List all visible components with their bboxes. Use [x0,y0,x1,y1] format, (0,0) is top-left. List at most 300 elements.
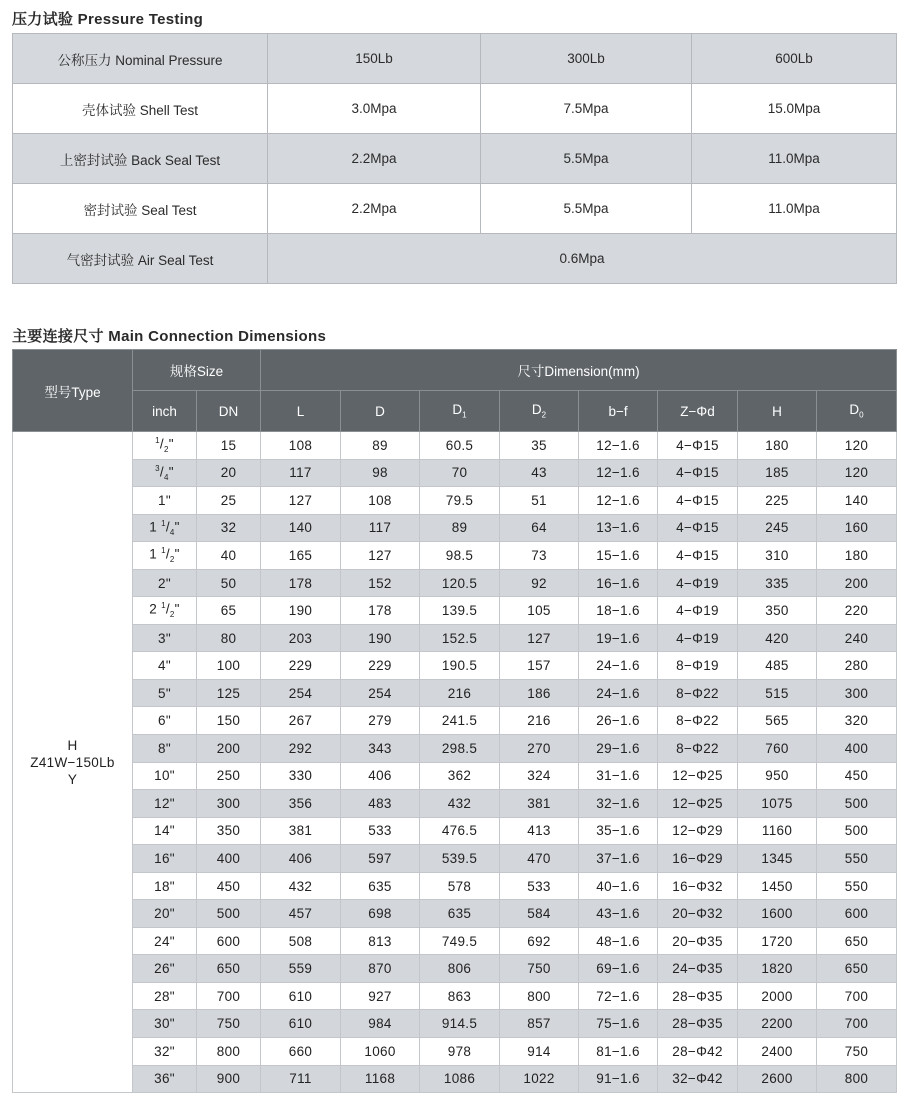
model-type-bottom: Y [67,771,78,787]
size-header: 规格Size [133,350,261,391]
cell-d1: 476.5 [420,817,500,845]
cell-h: 225 [738,487,817,515]
table-row [13,955,897,983]
cell-dn: 650 [197,955,261,983]
cell-h: 420 [738,624,817,652]
cell-inch: 2 $^1/_2$" [133,597,197,625]
table-row [13,679,897,707]
cell-d1: 98.5 [420,542,500,570]
cell-d2: 127 [500,624,579,652]
model-type-middle: Z41W−150Lb [30,754,115,770]
cell-h: 515 [738,679,817,707]
cell-inch: 4" [133,652,197,680]
cell-d: 635 [341,872,420,900]
row-label: 密封试验 Seal Test [13,184,268,234]
cell-d2: 1022 [500,1065,579,1093]
cell-dn: 40 [197,542,261,570]
cell-dn: 50 [197,569,261,597]
cell-d: 254 [341,679,420,707]
cell-inch: 12" [133,790,197,818]
cell-d2: 413 [500,817,579,845]
table-row [13,652,897,680]
cell: 11.0Mpa [692,184,897,234]
cell-d: 108 [341,487,420,515]
cell-l: 660 [261,1038,341,1066]
cell-inch: 24" [133,927,197,955]
shell-test-row [13,84,897,134]
cell-d: 229 [341,652,420,680]
cell-d2: 914 [500,1038,579,1066]
cell-l: 610 [261,1010,341,1038]
cell-d: 1060 [341,1038,420,1066]
d1-header: $D_1$ [420,391,500,432]
cell-zd: 4−Φ19 [658,597,738,625]
cell-l: 127 [261,487,341,515]
cell-bf: 13−1.6 [579,514,658,542]
cell-inch: 30" [133,1010,197,1038]
table-row [13,1010,897,1038]
cell-d: 597 [341,845,420,873]
cell-l: 432 [261,872,341,900]
pressure-testing-table [12,33,897,284]
cell-d: 533 [341,817,420,845]
cell-d: 127 [341,542,420,570]
cell-d2: 64 [500,514,579,542]
cell-h: 1820 [738,955,817,983]
cell-d1: 863 [420,982,500,1010]
cell-d: 190 [341,624,420,652]
cell-h: 565 [738,707,817,735]
cell-d1: 362 [420,762,500,790]
cell-d2: 270 [500,735,579,763]
cell-zd: 8−Φ22 [658,735,738,763]
cell-bf: 16−1.6 [579,569,658,597]
table-row [13,1038,897,1066]
dimensions-title: 主要连接尺寸 Main Connection Dimensions [12,328,327,345]
cell-bf: 35−1.6 [579,817,658,845]
cell-d0: 700 [817,1010,897,1038]
cell-h: 2600 [738,1065,817,1093]
cell-d1: 432 [420,790,500,818]
cell-d0: 800 [817,1065,897,1093]
cell-d0: 240 [817,624,897,652]
cell-zd: 16−Φ29 [658,845,738,873]
table-row [13,542,897,570]
table-row [13,790,897,818]
cell-bf: 43−1.6 [579,900,658,928]
cell-d2: 216 [500,707,579,735]
cell-bf: 24−1.6 [579,652,658,680]
cell-d1: 978 [420,1038,500,1066]
cell-l: 330 [261,762,341,790]
cell-inch: 6" [133,707,197,735]
cell-inch: 1" [133,487,197,515]
cell-l: 457 [261,900,341,928]
cell-d2: 105 [500,597,579,625]
cell-l: 610 [261,982,341,1010]
cell-d0: 220 [817,597,897,625]
cell-inch: 18" [133,872,197,900]
table-row [13,982,897,1010]
dn-header: DN [197,391,261,432]
cell: 2.2Mpa [268,134,481,184]
cell-dn: 300 [197,790,261,818]
cell-dn: 125 [197,679,261,707]
cell-d: 927 [341,982,420,1010]
pressure-header-row [13,34,897,84]
cell-zd: 28−Φ35 [658,1010,738,1038]
cell: 0.6Mpa [268,234,897,284]
cell-l: 508 [261,927,341,955]
table-row [13,845,897,873]
cell-d: 870 [341,955,420,983]
cell-d: 343 [341,735,420,763]
cell-dn: 800 [197,1038,261,1066]
table-row [13,927,897,955]
cell-d0: 140 [817,487,897,515]
model-type-top: H [67,737,78,753]
cell-d1: 70 [420,459,500,487]
cell-dn: 600 [197,927,261,955]
bf-header: b−f [579,391,658,432]
cell-h: 2200 [738,1010,817,1038]
cell-d2: 857 [500,1010,579,1038]
cell-d1: 139.5 [420,597,500,625]
cell-d: 406 [341,762,420,790]
cell-d: 152 [341,569,420,597]
cell: 3.0Mpa [268,84,481,134]
cell-d0: 180 [817,542,897,570]
table-row [13,817,897,845]
cell-l: 190 [261,597,341,625]
cell-d0: 280 [817,652,897,680]
cell-h: 180 [738,432,817,460]
cell-inch: 5" [133,679,197,707]
cell-zd: 24−Φ35 [658,955,738,983]
cell-h: 485 [738,652,817,680]
class-300: 300Lb [481,34,692,84]
cell-inch: 26" [133,955,197,983]
cell-zd: 4−Φ19 [658,569,738,597]
cell-zd: 4−Φ19 [658,624,738,652]
cell-inch: 1 $^1/_4$" [133,514,197,542]
cell-d1: 79.5 [420,487,500,515]
cell-h: 1720 [738,927,817,955]
cell-zd: 4−Φ15 [658,432,738,460]
table-row [13,707,897,735]
cell-zd: 28−Φ35 [658,982,738,1010]
cell-zd: 12−Φ25 [658,790,738,818]
cell-zd: 8−Φ19 [658,652,738,680]
cell-d1: 539.5 [420,845,500,873]
cell-d0: 320 [817,707,897,735]
cell-bf: 12−1.6 [579,487,658,515]
cell-d: 1168 [341,1065,420,1093]
cell-zd: 4−Φ15 [658,542,738,570]
cell-d2: 533 [500,872,579,900]
table-row [13,514,897,542]
cell-l: 267 [261,707,341,735]
cell-d2: 584 [500,900,579,928]
cell-l: 229 [261,652,341,680]
zd-header: Z−Φd [658,391,738,432]
cell-inch: 14" [133,817,197,845]
cell: 2.2Mpa [268,184,481,234]
cell-l: 711 [261,1065,341,1093]
pressure-testing-title: 压力试验 Pressure Testing [12,11,204,28]
cell-d0: 650 [817,927,897,955]
cell-h: 1345 [738,845,817,873]
cell-dn: 80 [197,624,261,652]
cell-zd: 20−Φ32 [658,900,738,928]
class-600: 600Lb [692,34,897,84]
model-type-cell [13,432,133,1093]
cell: 15.0Mpa [692,84,897,134]
cell-bf: 15−1.6 [579,542,658,570]
cell-dn: 100 [197,652,261,680]
cell-bf: 72−1.6 [579,982,658,1010]
back-seal-test-row [13,134,897,184]
cell-bf: 26−1.6 [579,707,658,735]
cell-inch: 16" [133,845,197,873]
cell-d1: 152.5 [420,624,500,652]
cell-d0: 550 [817,872,897,900]
cell-d1: 914.5 [420,1010,500,1038]
cell-zd: 4−Φ15 [658,487,738,515]
class-150: 150Lb [268,34,481,84]
cell-d1: 241.5 [420,707,500,735]
cell-d2: 157 [500,652,579,680]
cell-bf: 91−1.6 [579,1065,658,1093]
cell-bf: 19−1.6 [579,624,658,652]
cell-dn: 350 [197,817,261,845]
cell-l: 165 [261,542,341,570]
cell-inch: 36" [133,1065,197,1093]
cell-zd: 8−Φ22 [658,679,738,707]
cell: 5.5Mpa [481,184,692,234]
cell-d1: 216 [420,679,500,707]
cell-inch: 20" [133,900,197,928]
cell-h: 2400 [738,1038,817,1066]
cell-inch: 2" [133,569,197,597]
cell-l: 559 [261,955,341,983]
h-header: H [738,391,817,432]
cell-h: 950 [738,762,817,790]
cell-d0: 700 [817,982,897,1010]
cell-d2: 800 [500,982,579,1010]
type-header: 型号Type [13,350,133,432]
cell-bf: 12−1.6 [579,432,658,460]
cell-h: 2000 [738,982,817,1010]
cell-zd: 4−Φ15 [658,514,738,542]
cell-l: 356 [261,790,341,818]
cell-h: 350 [738,597,817,625]
cell-d0: 450 [817,762,897,790]
cell-d0: 550 [817,845,897,873]
seal-test-row [13,184,897,234]
row-label: 壳体试验 Shell Test [13,84,268,134]
cell-inch: $^1/_2$" [133,432,197,460]
cell-zd: 28−Φ42 [658,1038,738,1066]
cell-bf: 29−1.6 [579,735,658,763]
cell-d: 698 [341,900,420,928]
cell-inch: 8" [133,735,197,763]
table-row [13,569,897,597]
cell-d0: 600 [817,900,897,928]
cell-d0: 500 [817,817,897,845]
cell-d1: 749.5 [420,927,500,955]
cell-inch: 3" [133,624,197,652]
cell-d: 279 [341,707,420,735]
cell-zd: 20−Φ35 [658,927,738,955]
cell-d: 483 [341,790,420,818]
cell-l: 254 [261,679,341,707]
table-row [13,735,897,763]
cell-d0: 400 [817,735,897,763]
cell-zd: 32−Φ42 [658,1065,738,1093]
cell-d0: 500 [817,790,897,818]
cell-h: 1160 [738,817,817,845]
cell: 7.5Mpa [481,84,692,134]
cell-d2: 692 [500,927,579,955]
cell-d1: 806 [420,955,500,983]
cell-l: 108 [261,432,341,460]
cell: 11.0Mpa [692,134,897,184]
cell-d2: 35 [500,432,579,460]
l-header: L [261,391,341,432]
cell-d2: 470 [500,845,579,873]
cell-bf: 75−1.6 [579,1010,658,1038]
cell-l: 140 [261,514,341,542]
table-row [13,762,897,790]
row-label: 上密封试验 Back Seal Test [13,134,268,184]
air-seal-test-row [13,234,897,284]
cell-l: 381 [261,817,341,845]
d-header: D [341,391,420,432]
cell-dn: 65 [197,597,261,625]
cell-d0: 300 [817,679,897,707]
cell-bf: 48−1.6 [579,927,658,955]
cell-d1: 120.5 [420,569,500,597]
cell-h: 335 [738,569,817,597]
cell-d2: 92 [500,569,579,597]
cell-d2: 43 [500,459,579,487]
cell-d1: 578 [420,872,500,900]
cell-d2: 73 [500,542,579,570]
cell-dn: 15 [197,432,261,460]
cell-d0: 160 [817,514,897,542]
cell-d: 984 [341,1010,420,1038]
cell-d1: 89 [420,514,500,542]
cell-bf: 31−1.6 [579,762,658,790]
cell-d0: 120 [817,432,897,460]
dimension-header: 尺寸Dimension(mm) [261,350,897,391]
cell-inch: 28" [133,982,197,1010]
cell-zd: 16−Φ32 [658,872,738,900]
cell-bf: 12−1.6 [579,459,658,487]
cell-d1: 298.5 [420,735,500,763]
cell-zd: 4−Φ15 [658,459,738,487]
cell-l: 117 [261,459,341,487]
cell-bf: 24−1.6 [579,679,658,707]
cell-h: 1600 [738,900,817,928]
cell-h: 185 [738,459,817,487]
cell-d2: 186 [500,679,579,707]
cell-zd: 12−Φ29 [658,817,738,845]
cell-d1: 635 [420,900,500,928]
cell-dn: 200 [197,735,261,763]
cell-d0: 200 [817,569,897,597]
cell-l: 406 [261,845,341,873]
d0-header: $D_0$ [817,391,897,432]
cell-d: 813 [341,927,420,955]
cell-d1: 190.5 [420,652,500,680]
cell-d: 98 [341,459,420,487]
cell-dn: 450 [197,872,261,900]
table-row [13,487,897,515]
cell-bf: 40−1.6 [579,872,658,900]
d2-header: $D_2$ [500,391,579,432]
cell-bf: 32−1.6 [579,790,658,818]
cell-l: 203 [261,624,341,652]
table-row [13,597,897,625]
nominal-pressure-label: 公称压力 Nominal Pressure [13,34,268,84]
cell-d0: 120 [817,459,897,487]
inch-header: inch [133,391,197,432]
cell-l: 178 [261,569,341,597]
cell-dn: 500 [197,900,261,928]
table-row [13,624,897,652]
cell-dn: 700 [197,982,261,1010]
cell-h: 1075 [738,790,817,818]
table-row [13,900,897,928]
row-label: 气密封试验 Air Seal Test [13,234,268,284]
cell-bf: 81−1.6 [579,1038,658,1066]
cell-dn: 32 [197,514,261,542]
cell-d2: 381 [500,790,579,818]
cell-dn: 250 [197,762,261,790]
cell-d: 178 [341,597,420,625]
cell-d1: 60.5 [420,432,500,460]
cell-h: 245 [738,514,817,542]
cell-d: 89 [341,432,420,460]
cell-d2: 750 [500,955,579,983]
cell: 5.5Mpa [481,134,692,184]
cell-zd: 8−Φ22 [658,707,738,735]
cell-h: 760 [738,735,817,763]
cell-bf: 18−1.6 [579,597,658,625]
cell-dn: 900 [197,1065,261,1093]
table-row [13,432,897,460]
cell-dn: 750 [197,1010,261,1038]
cell-h: 1450 [738,872,817,900]
cell-inch: 32" [133,1038,197,1066]
cell-d1: 1086 [420,1065,500,1093]
cell-d2: 51 [500,487,579,515]
cell-inch: 1 $^1/_2$" [133,542,197,570]
table-row [13,872,897,900]
cell-l: 292 [261,735,341,763]
cell-dn: 150 [197,707,261,735]
cell-d0: 650 [817,955,897,983]
cell-d: 117 [341,514,420,542]
cell-zd: 12−Φ25 [658,762,738,790]
cell-inch: 10" [133,762,197,790]
cell-inch: $^3/_4$" [133,459,197,487]
cell-bf: 69−1.6 [579,955,658,983]
dimensions-table [12,349,897,1093]
table-row [13,459,897,487]
